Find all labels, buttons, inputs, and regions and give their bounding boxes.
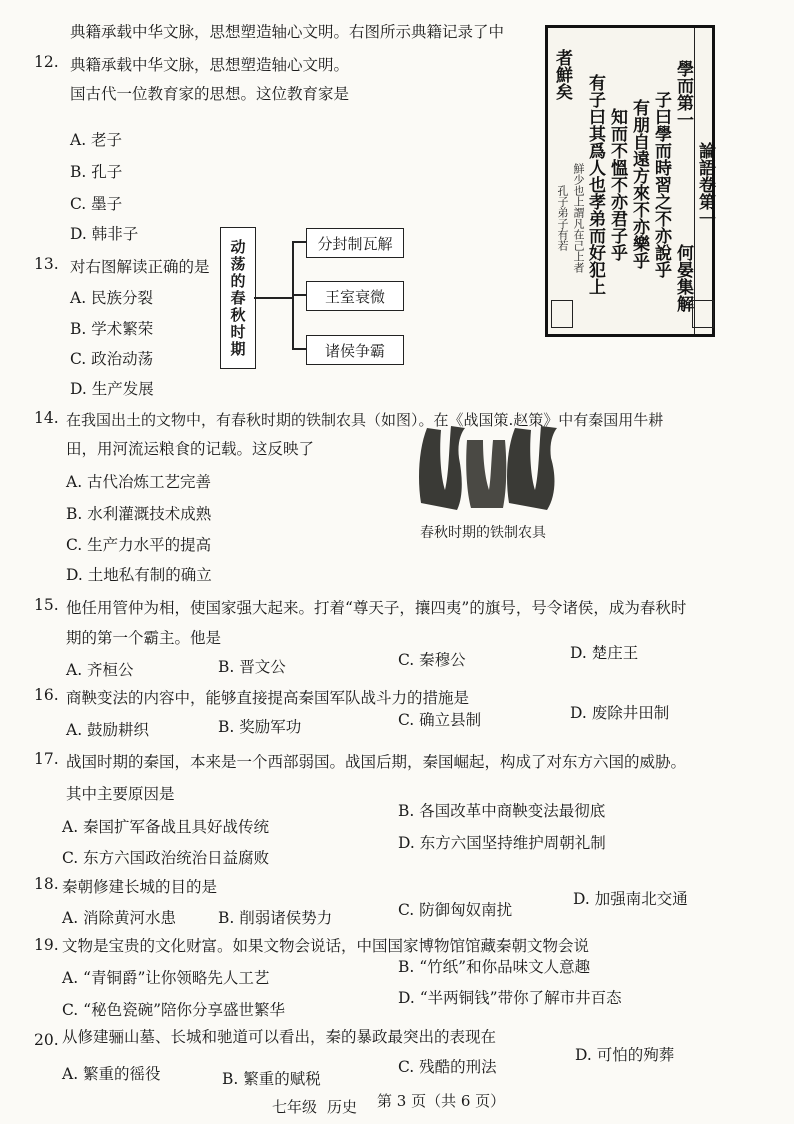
q20-option-c[interactable]: C. 残酷的刑法 xyxy=(398,1058,497,1076)
q16-option-c[interactable]: C. 确立县制 xyxy=(398,711,482,729)
q12-option-d[interactable]: D. 韩非子 xyxy=(70,225,139,243)
q18-stem: 秦朝修建长城的目的是 xyxy=(62,878,218,896)
q17-option-a[interactable]: A. 秦国扩军备战且具好战传统 xyxy=(62,818,270,836)
q16-option-d[interactable]: D. 废除井田制 xyxy=(570,704,670,722)
book-col-2: 有朋自遠方來不亦樂乎 xyxy=(629,99,649,269)
q20-option-b[interactable]: B. 繁重的赋税 xyxy=(222,1070,321,1088)
book-col-5: 者鮮矣 xyxy=(552,48,572,100)
q20-number: 20. xyxy=(34,1031,59,1049)
q12-option-c[interactable]: C. 墨子 xyxy=(70,195,123,213)
q17-stem-line1: 战国时期的秦国，本来是一个西部弱国。战国后期，秦国崛起，构成了对东方六国的威胁。 xyxy=(66,753,687,771)
q18-option-b[interactable]: B. 削弱诸侯势力 xyxy=(218,909,333,927)
book-col-1: 子曰學而時習之不亦說乎 xyxy=(651,90,671,278)
diagram-branch-feudal: 分封制瓦解 xyxy=(306,228,404,258)
q17-option-b[interactable]: B. 各国改革中商鞅变法最彻底 xyxy=(398,802,606,820)
footer-page-number: 第 3 页（共 6 页） xyxy=(377,1092,506,1110)
q12-stem-line2: 典籍承载中华文脉，思想塑造轴心文明。 xyxy=(70,56,350,74)
q14-number: 14. xyxy=(34,409,59,427)
q18-option-a[interactable]: A. 消除黄河水患 xyxy=(62,909,177,927)
q17-stem-line2: 其中主要原因是 xyxy=(66,785,175,803)
book-col-title: 論語卷第一 xyxy=(695,141,715,227)
book-author: 何晏集解 xyxy=(673,244,693,312)
q12-option-a[interactable]: A. 老子 xyxy=(70,131,123,149)
q15-number: 15. xyxy=(34,596,59,614)
diagram-connector xyxy=(254,297,292,299)
q15-stem-line2: 期的第一个霸主。他是 xyxy=(66,629,222,647)
book-seal-icon-2 xyxy=(551,300,573,328)
q16-number: 16. xyxy=(34,686,59,704)
q12-line1: 典籍承载中华文脉，思想塑造轴心文明。右图所示典籍记录了中 xyxy=(70,23,505,41)
book-note-2: 孔子弟子有若 xyxy=(556,185,569,251)
book-col-4: 有子曰其爲人也孝弟而好犯上 xyxy=(585,73,605,295)
q16-stem: 商鞅变法的内容中，能够直接提高秦国军队战斗力的措施是 xyxy=(66,689,470,707)
q14-stem-line2: 田，用河流运粮食的记载。这反映了 xyxy=(66,440,315,458)
q20-option-a[interactable]: A. 繁重的徭役 xyxy=(62,1065,161,1083)
book-seal-icon xyxy=(692,300,714,328)
footer-grade: 七年级 xyxy=(272,1098,318,1116)
q13-option-c[interactable]: C. 政治动荡 xyxy=(70,350,154,368)
q19-stem: 文物是宝贵的文化财富。如果文物会说话，中国国家博物馆馆藏秦朝文物会说 xyxy=(62,937,590,955)
q12-option-b[interactable]: B. 孔子 xyxy=(70,163,123,181)
q17-option-d[interactable]: D. 东方六国坚持维护周朝礼制 xyxy=(398,834,606,852)
q15-option-d[interactable]: D. 楚庄王 xyxy=(570,644,639,662)
q14-option-b[interactable]: B. 水利灌溉技术成熟 xyxy=(66,505,212,523)
q13-option-a[interactable]: A. 民族分裂 xyxy=(70,289,154,307)
q14-stem-line1: 在我国出土的文物中，有春秋时期的铁制农具（如图）。在《战国策.赵策》中有秦国用牛耕 xyxy=(66,411,664,429)
book-col-chapter: 學而第一 xyxy=(673,60,693,128)
q12-number: 12. xyxy=(34,53,59,71)
book-col-3: 知而不慍不亦君子乎 xyxy=(607,107,627,261)
q19-option-b[interactable]: B. “竹纸”和你品味文人意趣 xyxy=(398,958,591,976)
book-note-1: 鮮少也上謂凡在己上者 xyxy=(572,163,585,273)
diagram-connector-bottom xyxy=(292,348,306,350)
q19-option-a[interactable]: A. “青铜爵”让你领略先人工艺 xyxy=(62,969,270,987)
diagram-connector-top xyxy=(292,241,306,243)
lunyu-book-image xyxy=(545,25,715,337)
q15-stem-line1: 他任用管仲为相，使国家强大起来。打着“尊天子，攘四夷”的旗号，号令诸侯，成为春秋时 xyxy=(66,599,687,617)
q19-option-c[interactable]: C. “秘色瓷碗”陪你分享盛世繁华 xyxy=(62,1001,286,1019)
q14-option-c[interactable]: C. 生产力水平的提高 xyxy=(66,536,212,554)
q13-option-d[interactable]: D. 生产发展 xyxy=(70,380,154,398)
q18-option-c[interactable]: C. 防御匈奴南扰 xyxy=(398,901,513,919)
artifact-caption: 春秋时期的铁制农具 xyxy=(420,525,546,541)
q18-number: 18. xyxy=(34,875,59,893)
q15-option-a[interactable]: A. 齐桓公 xyxy=(66,661,134,679)
q20-stem: 从修建骊山墓、长城和驰道可以看出，秦的暴政最突出的表现在 xyxy=(62,1028,497,1046)
diagram-connector-mid xyxy=(292,294,306,296)
q19-number: 19. xyxy=(34,936,59,954)
q13-number: 13. xyxy=(34,255,59,273)
q16-option-a[interactable]: A. 鼓励耕织 xyxy=(66,721,150,739)
q12-stem-line3: 国古代一位教育家的思想。这位教育家是 xyxy=(70,85,350,103)
q13-stem: 对右图解读正确的是 xyxy=(70,258,210,276)
q13-option-b[interactable]: B. 学术繁荣 xyxy=(70,320,154,338)
q15-option-c[interactable]: C. 秦穆公 xyxy=(398,651,466,669)
footer-subject: 历史 xyxy=(327,1098,358,1116)
q15-option-b[interactable]: B. 晋文公 xyxy=(218,658,286,676)
q19-option-d[interactable]: D. “半两铜钱”带你了解市井百态 xyxy=(398,989,622,1007)
q14-option-d[interactable]: D. 土地私有制的确立 xyxy=(66,566,212,584)
q17-number: 17. xyxy=(34,750,59,768)
diagram-main-box: 动荡的春秋时期 xyxy=(220,227,256,369)
q16-option-b[interactable]: B. 奖励军功 xyxy=(218,718,302,736)
q14-option-a[interactable]: A. 古代冶炼工艺完善 xyxy=(66,473,212,491)
q20-option-d[interactable]: D. 可怕的殉葬 xyxy=(575,1046,675,1064)
iron-tools-image xyxy=(405,418,585,523)
q17-option-c[interactable]: C. 东方六国政治统治日益腐败 xyxy=(62,849,270,867)
diagram-branch-hegemony: 诸侯争霸 xyxy=(306,335,404,365)
q18-option-d[interactable]: D. 加强南北交通 xyxy=(573,890,688,908)
diagram-branch-royal: 王室衰微 xyxy=(306,281,404,311)
